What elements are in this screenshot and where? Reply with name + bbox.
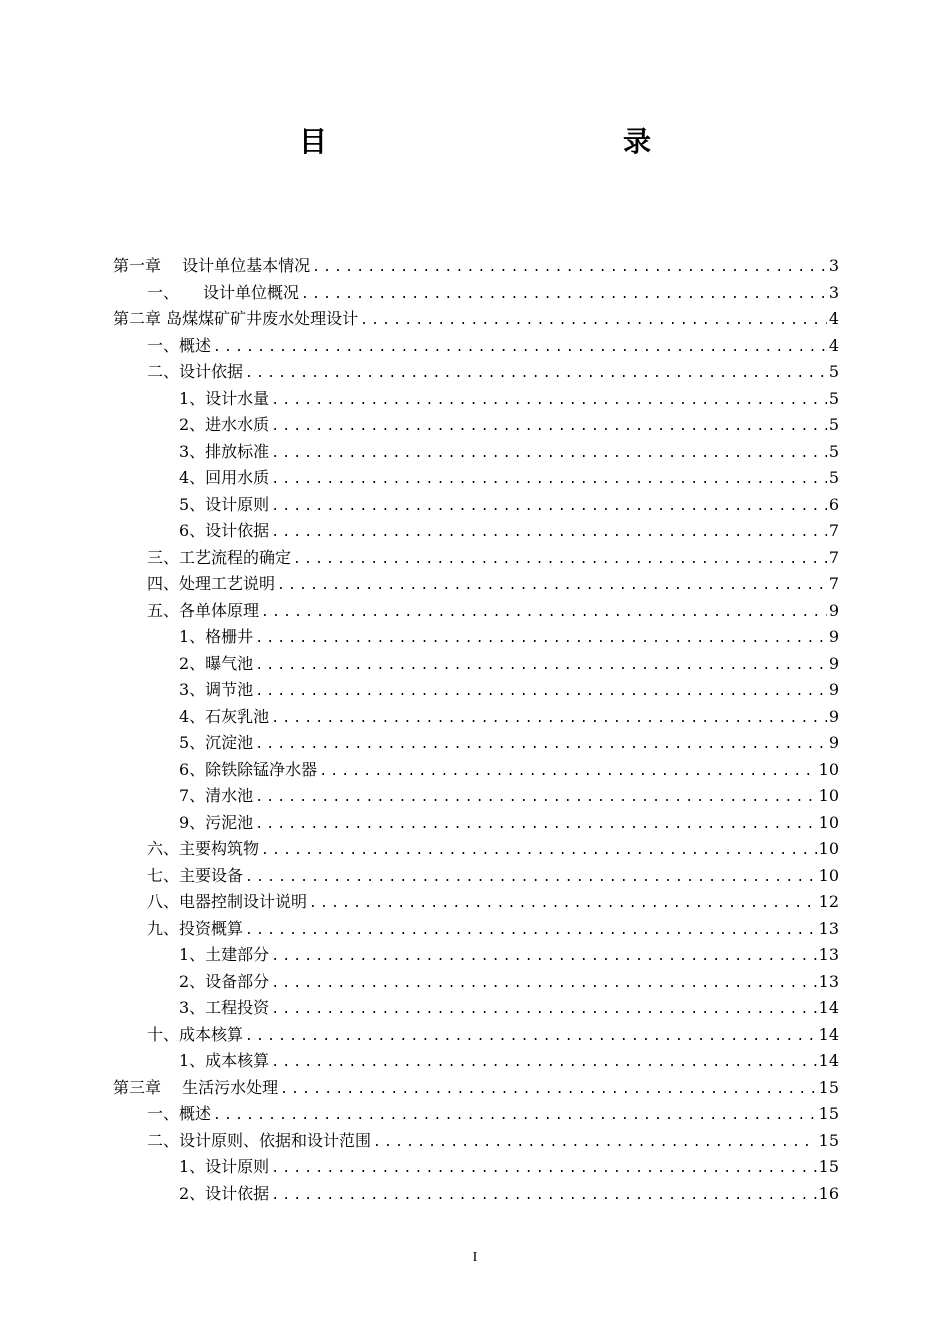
toc-entry-label: 第一章 设计单位基本情况 [113,256,311,275]
toc-dot-leader [277,573,827,600]
toc-entry[interactable] [113,598,839,625]
toc-dot-leader [309,891,817,918]
toc-entry[interactable] [113,889,839,916]
toc-entry-label: 7、清水池 [179,786,254,805]
toc-entry-page: 9 [828,706,839,726]
toc-entry[interactable] [113,783,839,810]
toc-dot-leader [245,1024,817,1051]
toc-entry-label: 4、回用水质 [179,468,270,487]
toc-entry[interactable] [113,465,839,492]
toc-entry-page: 13 [818,945,839,964]
toc-entry-page: 4 [828,335,839,355]
toc-dot-leader [271,944,816,971]
footer-page-number: I [472,1250,478,1265]
toc-entry-label: 5、沉淀池 [179,733,254,752]
toc-dot-leader [271,494,827,521]
toc-entry-label: 4、石灰乳池 [179,706,270,726]
toc-entry-page: 7 [828,521,839,540]
toc-entry-label: 第二章 岛煤煤矿矿井废水处理设计 [113,309,359,328]
toc-entry[interactable] [113,1154,839,1181]
toc-entry[interactable] [113,306,839,333]
toc-entry[interactable] [113,386,839,413]
toc-dot-leader [255,785,816,812]
toc-entry-label: 五、各单体原理 [147,600,260,620]
toc-dot-leader [280,1077,817,1104]
toc-entry[interactable] [113,704,839,731]
toc-entry[interactable] [113,995,839,1022]
toc-entry-page: 7 [828,574,839,593]
toc-entry-label: 八、电器控制设计说明 [147,892,308,911]
toc-entry[interactable] [113,969,839,996]
toc-entry-label: 九、投资概算 [147,918,244,938]
toc-entry-page: 7 [828,547,839,567]
toc-entry-label: 3、排放标准 [179,441,270,461]
toc-entry[interactable] [113,677,839,704]
toc-entry[interactable] [113,492,839,519]
toc-entry-label: 3、工程投资 [179,998,270,1017]
toc-entry-label: 3、调节池 [179,680,254,699]
toc-entry-label: 二、设计原则、依据和设计范围 [147,1130,372,1150]
toc-entry-page: 3 [828,282,839,302]
toc-entry-page: 10 [818,759,839,779]
toc-dot-leader [271,706,827,733]
toc-dot-leader [319,759,816,786]
toc-entry-label: 2、设备部分 [179,971,270,991]
toc-entry-page: 9 [828,733,839,752]
toc-entry[interactable] [113,545,839,572]
toc-entry[interactable] [113,359,839,386]
toc-dot-leader [261,838,817,865]
toc-dot-leader [312,255,827,282]
toc-dot-leader [255,732,827,759]
toc-dot-leader [271,388,827,415]
toc-entry[interactable] [113,942,839,969]
toc-entry-label: 1、土建部分 [179,945,270,964]
toc-dot-leader [245,918,817,945]
table-of-contents [113,253,839,1207]
toc-entry[interactable] [113,333,839,360]
toc-entry[interactable] [113,863,839,890]
toc-dot-leader [271,414,827,441]
toc-entry-label: 七、主要设备 [147,865,244,885]
toc-entry-page: 9 [828,600,839,620]
toc-entry-page: 15 [818,1130,839,1150]
toc-entry-label: 一、 设计单位概况 [147,282,300,302]
toc-entry-label: 三、工艺流程的确定 [147,547,292,567]
toc-dot-leader [271,1050,816,1077]
toc-entry[interactable] [113,1181,839,1208]
toc-entry-page: 14 [818,1024,839,1044]
toc-entry[interactable] [113,916,839,943]
toc-dot-leader [271,1183,816,1210]
toc-dot-leader [213,1103,817,1130]
toc-entry-label: 1、设计水量 [179,388,270,408]
toc-dot-leader [271,997,816,1024]
toc-dot-leader [271,1156,816,1183]
toc-entry-page: 6 [828,494,839,514]
toc-entry-label: 十、成本核算 [147,1024,244,1044]
toc-entry-label: 1、格栅井 [179,627,254,646]
toc-entry-label: 四、处理工艺说明 [147,574,276,593]
toc-entry-label: 2、设计依据 [179,1183,270,1203]
toc-dot-leader [245,361,827,388]
toc-dot-leader [271,441,827,468]
toc-entry-label: 6、除铁除锰净水器 [179,759,318,779]
toc-entry-label: 9、污泥池 [179,812,254,832]
toc-entry[interactable] [113,757,839,784]
toc-entry-label: 1、设计原则 [179,1157,270,1176]
toc-entry[interactable] [113,810,839,837]
toc-entry-page: 14 [818,1051,839,1070]
toc-entry-page: 16 [818,1183,839,1203]
toc-entry-page: 10 [818,839,839,858]
toc-dot-leader [245,865,817,892]
toc-entry-page: 12 [818,892,839,911]
toc-entry[interactable] [113,624,839,651]
toc-entry-page: 10 [818,786,839,805]
toc-entry-page: 10 [818,812,839,832]
toc-dot-leader [301,282,827,309]
toc-entry-page: 5 [828,415,839,434]
toc-entry-page: 5 [828,441,839,461]
toc-entry[interactable] [113,836,839,863]
toc-entry[interactable] [113,571,839,598]
toc-entry-label: 5、设计原则 [179,494,270,514]
toc-entry[interactable] [113,1048,839,1075]
toc-entry[interactable] [113,651,839,678]
toc-dot-leader [271,971,816,998]
toc-entry-label: 六、主要构筑物 [147,839,260,858]
toc-entry-page: 10 [818,865,839,885]
toc-entry[interactable] [113,730,839,757]
toc-entry-label: 第三章 生活污水处理 [113,1077,279,1097]
toc-entry-page: 15 [818,1077,839,1097]
toc-entry-page: 13 [818,918,839,938]
toc-entry[interactable] [113,1101,839,1128]
toc-entry-label: 2、进水水质 [179,415,270,434]
toc-entry-label: 一、概述 [147,335,212,355]
toc-entry-page: 5 [828,388,839,408]
toc-dot-leader [255,653,827,680]
toc-dot-leader [271,467,827,494]
toc-entry[interactable] [113,518,839,545]
toc-entry-page: 9 [828,653,839,673]
toc-entry-page: 5 [828,362,839,381]
toc-entry-page: 9 [828,680,839,699]
toc-entry[interactable] [113,439,839,466]
toc-entry-label: 1、成本核算 [179,1051,270,1070]
toc-entry-page: 5 [828,468,839,487]
toc-dot-leader [255,679,827,706]
toc-entry[interactable] [113,412,839,439]
toc-entry-page: 15 [818,1104,839,1123]
toc-entry[interactable] [113,280,839,307]
toc-entry-label: 6、设计依据 [179,521,270,540]
toc-entry-page: 4 [828,309,839,328]
toc-dot-leader [213,335,827,362]
toc-dot-leader [255,812,816,839]
toc-entry-label: 一、概述 [147,1104,212,1123]
page-title: 目 录 [298,125,731,158]
toc-dot-leader [261,600,827,627]
toc-entry-page: 13 [818,971,839,991]
toc-dot-leader [271,520,827,547]
toc-entry-page: 9 [828,627,839,646]
toc-dot-leader [373,1130,817,1157]
toc-entry-label: 二、设计依据 [147,362,244,381]
toc-dot-leader [255,626,827,653]
toc-entry[interactable] [113,1022,839,1049]
toc-entry[interactable] [113,253,839,280]
toc-entry[interactable] [113,1075,839,1102]
toc-entry-label: 2、曝气池 [179,653,254,673]
toc-entry[interactable] [113,1128,839,1155]
toc-dot-leader [293,547,827,574]
toc-dot-leader [360,308,827,335]
toc-entry-page: 15 [818,1157,839,1176]
toc-entry-page: 14 [818,998,839,1017]
toc-entry-page: 3 [828,256,839,275]
